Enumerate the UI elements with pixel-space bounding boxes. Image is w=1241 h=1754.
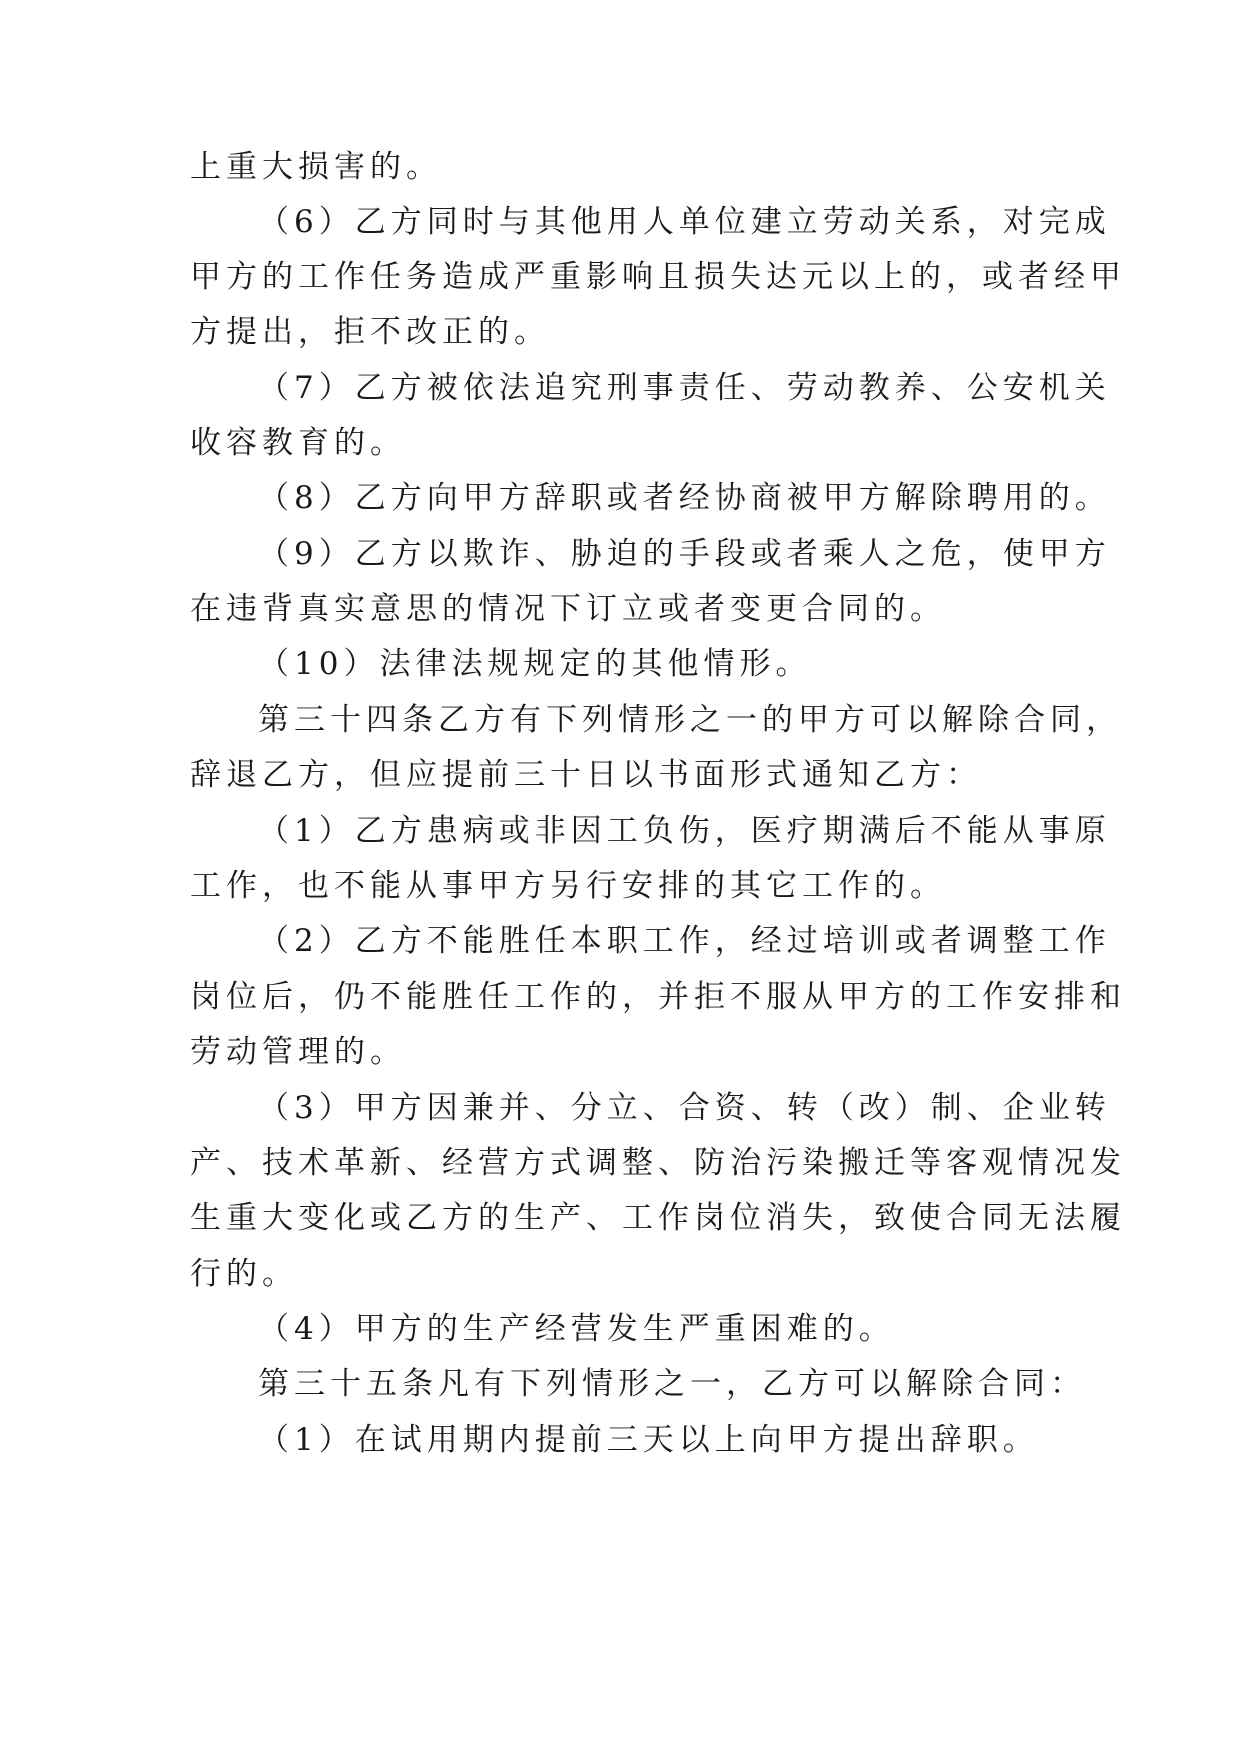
text-line-18: （3）甲方因兼并、分立、合资、转（改）制、企业转 <box>258 1090 1111 1126</box>
text-line-10: （10）法律法规规定的其他情形。 <box>258 646 812 682</box>
text-line-17: 劳动管理的。 <box>190 1034 406 1070</box>
text-line-1: 上重大损害的。 <box>190 149 442 185</box>
text-line-6: 收容教育的。 <box>190 425 406 461</box>
text-line-9: 在违背真实意思的情况下订立或者变更合同的。 <box>190 591 946 627</box>
text-line-19: 产、技术革新、经营方式调整、防治污染搬迁等客观情况发 <box>190 1145 1126 1181</box>
text-line-7: （8）乙方向甲方辞职或者经协商被甲方解除聘用的。 <box>258 480 1111 516</box>
text-line-15: （2）乙方不能胜任本职工作，经过培训或者调整工作 <box>258 923 1111 959</box>
text-line-16: 岗位后，仍不能胜任工作的，并拒不服从甲方的工作安排和 <box>190 979 1126 1015</box>
text-line-13: （1）乙方患病或非因工负伤，医疗期满后不能从事原 <box>258 813 1111 849</box>
text-line-12: 辞退乙方，但应提前三十日以书面形式通知乙方： <box>190 757 982 793</box>
text-line-14: 工作，也不能从事甲方另行安排的其它工作的。 <box>190 868 946 904</box>
text-line-5: （7）乙方被依法追究刑事责任、劳动教养、公安机关 <box>258 370 1111 406</box>
text-line-22: （4）甲方的生产经营发生严重困难的。 <box>258 1311 895 1347</box>
text-line-20: 生重大变化或乙方的生产、工作岗位消失，致使合同无法履 <box>190 1200 1126 1236</box>
text-line-3: 甲方的工作任务造成严重影响且损失达元以上的，或者经甲 <box>190 259 1126 295</box>
text-line-21: 行的。 <box>190 1256 298 1292</box>
text-line-8: （9）乙方以欺诈、胁迫的手段或者乘人之危，使甲方 <box>258 536 1111 572</box>
text-line-4: 方提出，拒不改正的。 <box>190 314 550 350</box>
text-line-11: 第三十四条乙方有下列情形之一的甲方可以解除合同， <box>258 702 1122 738</box>
text-line-2: （6）乙方同时与其他用人单位建立劳动关系，对完成 <box>258 204 1111 240</box>
text-line-24: （1）在试用期内提前三天以上向甲方提出辞职。 <box>258 1422 1039 1458</box>
text-line-23: 第三十五条凡有下列情形之一，乙方可以解除合同： <box>258 1366 1086 1402</box>
